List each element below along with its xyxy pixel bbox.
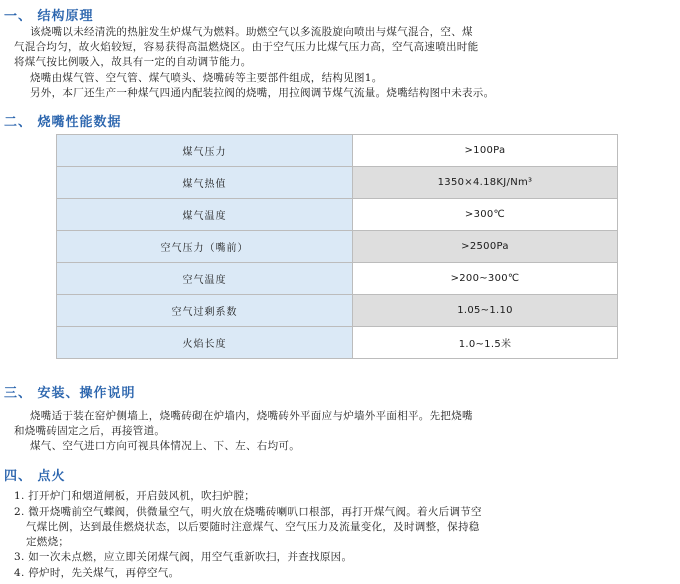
section-4-line-2: 2. 微开烧嘴前空气蝶阀，供微量空气，明火放在烧嘴砖喇叭口根部，再打开煤气阀。着火后调节空 <box>14 506 482 518</box>
param-label: 煤气热值 <box>57 167 353 199</box>
section-3-line-2: 和烧嘴砖固定之后，再接管道。 <box>14 425 166 437</box>
section-4-line-6: 4. 停炉时，先关煤气，再停空气。 <box>14 567 180 579</box>
section-3-line-1: 烧嘴适于装在窑炉侧墙上，烧嘴砖砌在炉墙内，烧嘴砖外平面应与炉墙外平面相平。先把烧嘴 <box>30 410 473 422</box>
param-value: >200~300℃ <box>353 263 618 295</box>
param-label: 煤气压力 <box>57 135 353 167</box>
table-row <box>57 295 618 327</box>
section-2-heading: 二、 烧嘴性能数据 <box>4 115 122 130</box>
section-4-line-4: 定燃烧； <box>26 536 70 548</box>
param-value: 1350×4.18KJ/Nm³ <box>353 167 618 199</box>
param-label: 火焰长度 <box>57 327 353 359</box>
section-1-heading: 一、 结构原理 <box>4 9 94 24</box>
param-value: >300℃ <box>353 199 618 231</box>
section-1-line-1: 该烧嘴以未经清洗的热脏发生炉煤气为燃料。助燃空气以多流股旋向喷出与煤气混合，空、煤 <box>30 26 473 38</box>
param-label: 空气温度 <box>57 263 353 295</box>
table-row <box>57 263 618 295</box>
param-value: >2500Pa <box>353 231 618 263</box>
section-3-line-3: 煤气、空气进口方向可视具体情况上、下、左、右均可。 <box>30 440 300 452</box>
table-row <box>57 327 618 359</box>
table-row <box>57 199 618 231</box>
section-1-line-4: 烧嘴由煤气管、空气管、煤气喷头、烧嘴砖等主要部件组成，结构见图1。 <box>30 72 383 84</box>
section-1-line-3: 将煤气按比例吸入，故具有一定的自动调节能力。 <box>14 56 252 68</box>
param-label: 空气过剩系数 <box>57 295 353 327</box>
param-value: 1.0~1.5米 <box>353 327 618 359</box>
param-label: 空气压力（嘴前） <box>57 231 353 263</box>
param-value: 1.05~1.10 <box>353 295 618 327</box>
section-1-line-5: 另外，本厂还生产一种煤气四通内配装拉阀的烧嘴，用拉阀调节煤气流量。烧嘴结构图中未表示。 <box>30 87 495 99</box>
section-4-line-3: 气煤比例，达到最佳燃烧状态，以后要随时注意煤气、空气压力及流量变化，及时调整，保持稳 <box>26 521 480 533</box>
section-3-heading: 三、 安装、操作说明 <box>4 386 136 401</box>
param-label: 煤气温度 <box>57 199 353 231</box>
table-row <box>57 135 618 167</box>
param-value: >100Pa <box>353 135 618 167</box>
table-row <box>57 167 618 199</box>
table-row <box>57 231 618 263</box>
section-4-line-1: 1. 打开炉门和烟道闸板，开启鼓风机，吹扫炉膛； <box>14 490 256 502</box>
section-4-line-5: 3. 如一次未点燃，应立即关闭煤气阀，用空气重新吹扫，并查找原因。 <box>14 551 353 563</box>
performance-table <box>56 134 618 359</box>
section-4-heading: 四、 点火 <box>4 469 66 484</box>
section-1-line-2: 气混合均匀，故火焰较短，容易获得高温燃烧区。由于空气压力比煤气压力高，空气高速喷出时能 <box>14 41 479 53</box>
